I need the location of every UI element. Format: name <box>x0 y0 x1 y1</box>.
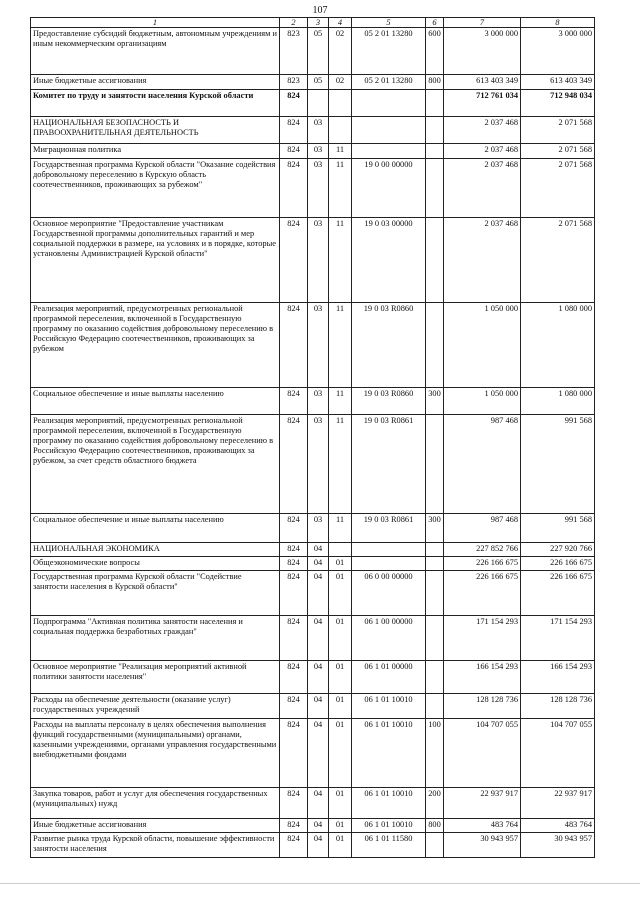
ministry-code: 824 <box>280 144 308 159</box>
page-bottom-edge <box>0 883 640 884</box>
row-name: НАЦИОНАЛЬНАЯ ЭКОНОМИКА <box>31 543 280 557</box>
table-row <box>31 415 595 514</box>
expense-type-code <box>426 557 444 571</box>
table-row <box>31 694 595 719</box>
amount-year-1: 712 761 034 <box>444 90 521 117</box>
row-name: Общеэкономические вопросы <box>31 557 280 571</box>
target-article-code: 19 0 03 R0860 <box>352 303 426 388</box>
amount-year-1: 226 166 675 <box>444 571 521 616</box>
target-article-code <box>352 144 426 159</box>
expense-type-code <box>426 694 444 719</box>
subsection-code: 11 <box>329 388 352 415</box>
expense-type-code <box>426 543 444 557</box>
target-article-code: 06 0 00 00000 <box>352 571 426 616</box>
table-row <box>31 543 595 557</box>
row-name: НАЦИОНАЛЬНАЯ БЕЗОПАСНОСТЬ И ПРАВООХРАНИТЕЛЬНАЯ ДЕЯТЕЛЬНОСТЬ <box>31 117 280 144</box>
amount-year-2: 991 568 <box>521 514 595 543</box>
subsection-code: 11 <box>329 415 352 514</box>
amount-year-1: 128 128 736 <box>444 694 521 719</box>
amount-year-1: 987 468 <box>444 514 521 543</box>
expense-type-code <box>426 90 444 117</box>
amount-year-1: 987 468 <box>444 415 521 514</box>
row-name: Предоставление субсидий бюджетным, автономным учреждениям и иным некоммерческим организациям <box>31 28 280 75</box>
column-number-header-row <box>31 18 595 28</box>
table-row <box>31 117 595 144</box>
amount-year-2: 1 080 000 <box>521 303 595 388</box>
table-row <box>31 571 595 616</box>
subsection-code: 11 <box>329 159 352 218</box>
subsection-code: 01 <box>329 694 352 719</box>
expense-type-code <box>426 218 444 303</box>
ministry-code: 824 <box>280 616 308 661</box>
target-article-code <box>352 90 426 117</box>
ministry-code: 824 <box>280 90 308 117</box>
amount-year-1: 2 037 468 <box>444 117 521 144</box>
section-code: 03 <box>308 117 329 144</box>
amount-year-2: 2 071 568 <box>521 117 595 144</box>
amount-year-2: 712 948 034 <box>521 90 595 117</box>
table-row <box>31 616 595 661</box>
expense-type-code: 800 <box>426 819 444 833</box>
amount-year-2: 2 071 568 <box>521 218 595 303</box>
target-article-code: 19 0 03 R0861 <box>352 415 426 514</box>
target-article-code: 06 1 01 10010 <box>352 719 426 788</box>
table-row <box>31 833 595 858</box>
section-code: 04 <box>308 571 329 616</box>
table-row <box>31 819 595 833</box>
row-name: Основное мероприятие "Предоставление участникам Государственной программы дополнительных гарантий и мер социальной поддержки в размере, на условиях и в порядке, которые установлены Администрацией Курской области" <box>31 218 280 303</box>
row-name: Расходы на обеспечение деятельности (оказание услуг) государственных учреждений <box>31 694 280 719</box>
amount-year-1: 171 154 293 <box>444 616 521 661</box>
amount-year-1: 3 000 000 <box>444 28 521 75</box>
subsection-code <box>329 543 352 557</box>
subsection-code: 01 <box>329 833 352 858</box>
subsection-code <box>329 117 352 144</box>
expense-type-code <box>426 616 444 661</box>
amount-year-1: 2 037 468 <box>444 159 521 218</box>
target-article-code <box>352 557 426 571</box>
amount-year-2: 226 166 675 <box>521 571 595 616</box>
table-row <box>31 514 595 543</box>
row-name: Комитет по труду и занятости населения Курской области <box>31 90 280 117</box>
expense-type-code: 800 <box>426 75 444 90</box>
ministry-code: 823 <box>280 28 308 75</box>
row-name: Иные бюджетные ассигнования <box>31 819 280 833</box>
row-name: Основное мероприятие "Реализация мероприятий активной политики занятости населения" <box>31 661 280 694</box>
section-code: 04 <box>308 694 329 719</box>
target-article-code: 06 1 01 10010 <box>352 788 426 819</box>
table-row <box>31 159 595 218</box>
ministry-code: 824 <box>280 719 308 788</box>
subsection-code: 02 <box>329 75 352 90</box>
section-code: 03 <box>308 514 329 543</box>
amount-year-2: 104 707 055 <box>521 719 595 788</box>
section-code: 03 <box>308 415 329 514</box>
amount-year-2: 22 937 917 <box>521 788 595 819</box>
section-code: 04 <box>308 616 329 661</box>
column-header: 2 <box>280 18 308 28</box>
ministry-code: 824 <box>280 661 308 694</box>
subsection-code: 11 <box>329 144 352 159</box>
amount-year-1: 1 050 000 <box>444 303 521 388</box>
target-article-code: 05 2 01 13280 <box>352 28 426 75</box>
ministry-code: 823 <box>280 75 308 90</box>
subsection-code: 01 <box>329 719 352 788</box>
section-code: 03 <box>308 388 329 415</box>
expense-type-code <box>426 117 444 144</box>
amount-year-1: 227 852 766 <box>444 543 521 557</box>
section-code: 04 <box>308 788 329 819</box>
expense-type-code: 300 <box>426 514 444 543</box>
section-code: 04 <box>308 833 329 858</box>
subsection-code: 11 <box>329 218 352 303</box>
ministry-code: 824 <box>280 833 308 858</box>
expense-type-code <box>426 661 444 694</box>
table-row <box>31 144 595 159</box>
ministry-code: 824 <box>280 571 308 616</box>
row-name: Социальное обеспечение и иные выплаты населению <box>31 388 280 415</box>
row-name: Миграционная политика <box>31 144 280 159</box>
subsection-code: 01 <box>329 571 352 616</box>
amount-year-2: 1 080 000 <box>521 388 595 415</box>
expense-type-code <box>426 303 444 388</box>
section-code: 03 <box>308 303 329 388</box>
ministry-code: 824 <box>280 694 308 719</box>
column-header: 3 <box>308 18 329 28</box>
table-row <box>31 788 595 819</box>
ministry-code: 824 <box>280 415 308 514</box>
row-name: Подпрограмма "Активная политика занятости населения и социальная поддержка безработных граждан" <box>31 616 280 661</box>
subsection-code: 01 <box>329 557 352 571</box>
expense-type-code: 200 <box>426 788 444 819</box>
table-row <box>31 90 595 117</box>
amount-year-2: 166 154 293 <box>521 661 595 694</box>
target-article-code: 06 1 00 00000 <box>352 616 426 661</box>
amount-year-1: 1 050 000 <box>444 388 521 415</box>
section-code: 04 <box>308 819 329 833</box>
section-code: 05 <box>308 28 329 75</box>
amount-year-2: 171 154 293 <box>521 616 595 661</box>
target-article-code: 19 0 03 00000 <box>352 218 426 303</box>
subsection-code: 01 <box>329 661 352 694</box>
target-article-code: 05 2 01 13280 <box>352 75 426 90</box>
section-code: 03 <box>308 159 329 218</box>
ministry-code: 824 <box>280 514 308 543</box>
amount-year-2: 2 071 568 <box>521 144 595 159</box>
section-code: 03 <box>308 144 329 159</box>
amount-year-2: 613 403 349 <box>521 75 595 90</box>
section-code: 05 <box>308 75 329 90</box>
column-header: 5 <box>352 18 426 28</box>
row-name: Иные бюджетные ассигнования <box>31 75 280 90</box>
target-article-code: 19 0 03 R0861 <box>352 514 426 543</box>
target-article-code: 06 1 01 10010 <box>352 694 426 719</box>
amount-year-2: 991 568 <box>521 415 595 514</box>
expense-type-code <box>426 144 444 159</box>
ministry-code: 824 <box>280 543 308 557</box>
column-header: 6 <box>426 18 444 28</box>
table-row <box>31 303 595 388</box>
row-name: Расходы на выплаты персоналу в целях обеспечения выполнения функций государственными (муниципальными) органами, казенными учреждениями, органами управления государственными внебюджетными фондами <box>31 719 280 788</box>
row-name: Закупка товаров, работ и услуг для обеспечения государственных (муниципальных) нужд <box>31 788 280 819</box>
section-code: 04 <box>308 719 329 788</box>
target-article-code: 06 1 01 10010 <box>352 819 426 833</box>
row-name: Реализация мероприятий, предусмотренных региональной программой переселения, включенной в Государственную программу по оказанию содействия добровольному переселению в Российскую Федерацию соотечественников, проживающих за рубежом, за счет средств областного бюджета <box>31 415 280 514</box>
amount-year-2: 483 764 <box>521 819 595 833</box>
amount-year-2: 226 166 675 <box>521 557 595 571</box>
amount-year-1: 22 937 917 <box>444 788 521 819</box>
ministry-code: 824 <box>280 557 308 571</box>
table-row <box>31 218 595 303</box>
column-header: 4 <box>329 18 352 28</box>
section-code: 04 <box>308 661 329 694</box>
amount-year-2: 128 128 736 <box>521 694 595 719</box>
target-article-code: 06 1 01 00000 <box>352 661 426 694</box>
section-code: 04 <box>308 543 329 557</box>
table-row <box>31 719 595 788</box>
column-header: 8 <box>521 18 595 28</box>
table-row <box>31 661 595 694</box>
row-name: Государственная программа Курской области "Содействие занятости населения в Курской области" <box>31 571 280 616</box>
expense-type-code <box>426 571 444 616</box>
subsection-code: 01 <box>329 616 352 661</box>
ministry-code: 824 <box>280 117 308 144</box>
ministry-code: 824 <box>280 159 308 218</box>
amount-year-1: 2 037 468 <box>444 144 521 159</box>
row-name: Социальное обеспечение и иные выплаты населению <box>31 514 280 543</box>
amount-year-1: 2 037 468 <box>444 218 521 303</box>
amount-year-1: 166 154 293 <box>444 661 521 694</box>
target-article-code <box>352 543 426 557</box>
subsection-code: 01 <box>329 819 352 833</box>
expense-type-code: 600 <box>426 28 444 75</box>
table-row <box>31 75 595 90</box>
ministry-code: 824 <box>280 303 308 388</box>
amount-year-1: 483 764 <box>444 819 521 833</box>
ministry-code: 824 <box>280 388 308 415</box>
column-header: 1 <box>31 18 280 28</box>
row-name: Реализация мероприятий, предусмотренных региональной программой переселения, включенной в Государственную программу по оказанию содействия добровольному переселению в Российскую Федерацию соотечественников, проживающих за рубежом <box>31 303 280 388</box>
subsection-code: 02 <box>329 28 352 75</box>
row-name: Развитие рынка труда Курской области, повышение эффективности занятости населения <box>31 833 280 858</box>
column-header: 7 <box>444 18 521 28</box>
ministry-code: 824 <box>280 819 308 833</box>
subsection-code <box>329 90 352 117</box>
amount-year-2: 3 000 000 <box>521 28 595 75</box>
ministry-code: 824 <box>280 788 308 819</box>
section-code: 04 <box>308 557 329 571</box>
amount-year-1: 104 707 055 <box>444 719 521 788</box>
section-code <box>308 90 329 117</box>
subsection-code: 11 <box>329 514 352 543</box>
amount-year-2: 30 943 957 <box>521 833 595 858</box>
target-article-code: 19 0 00 00000 <box>352 159 426 218</box>
expense-type-code <box>426 833 444 858</box>
ministry-code: 824 <box>280 218 308 303</box>
section-code: 03 <box>308 218 329 303</box>
subsection-code: 11 <box>329 303 352 388</box>
target-article-code: 06 1 01 11580 <box>352 833 426 858</box>
target-article-code: 19 0 03 R0860 <box>352 388 426 415</box>
target-article-code <box>352 117 426 144</box>
table-row <box>31 28 595 75</box>
expense-type-code: 100 <box>426 719 444 788</box>
row-name: Государственная программа Курской области "Оказание содействия добровольному переселению в Курскую область соотечественников, проживающих за рубежом" <box>31 159 280 218</box>
amount-year-1: 613 403 349 <box>444 75 521 90</box>
table-row <box>31 388 595 415</box>
expense-type-code: 300 <box>426 388 444 415</box>
table-row <box>31 557 595 571</box>
expense-type-code <box>426 415 444 514</box>
amount-year-1: 226 166 675 <box>444 557 521 571</box>
amount-year-1: 30 943 957 <box>444 833 521 858</box>
expense-type-code <box>426 159 444 218</box>
amount-year-2: 2 071 568 <box>521 159 595 218</box>
subsection-code: 01 <box>329 788 352 819</box>
amount-year-2: 227 920 766 <box>521 543 595 557</box>
page-number: 107 <box>312 5 328 16</box>
budget-table <box>30 17 595 858</box>
table-body <box>31 28 595 858</box>
